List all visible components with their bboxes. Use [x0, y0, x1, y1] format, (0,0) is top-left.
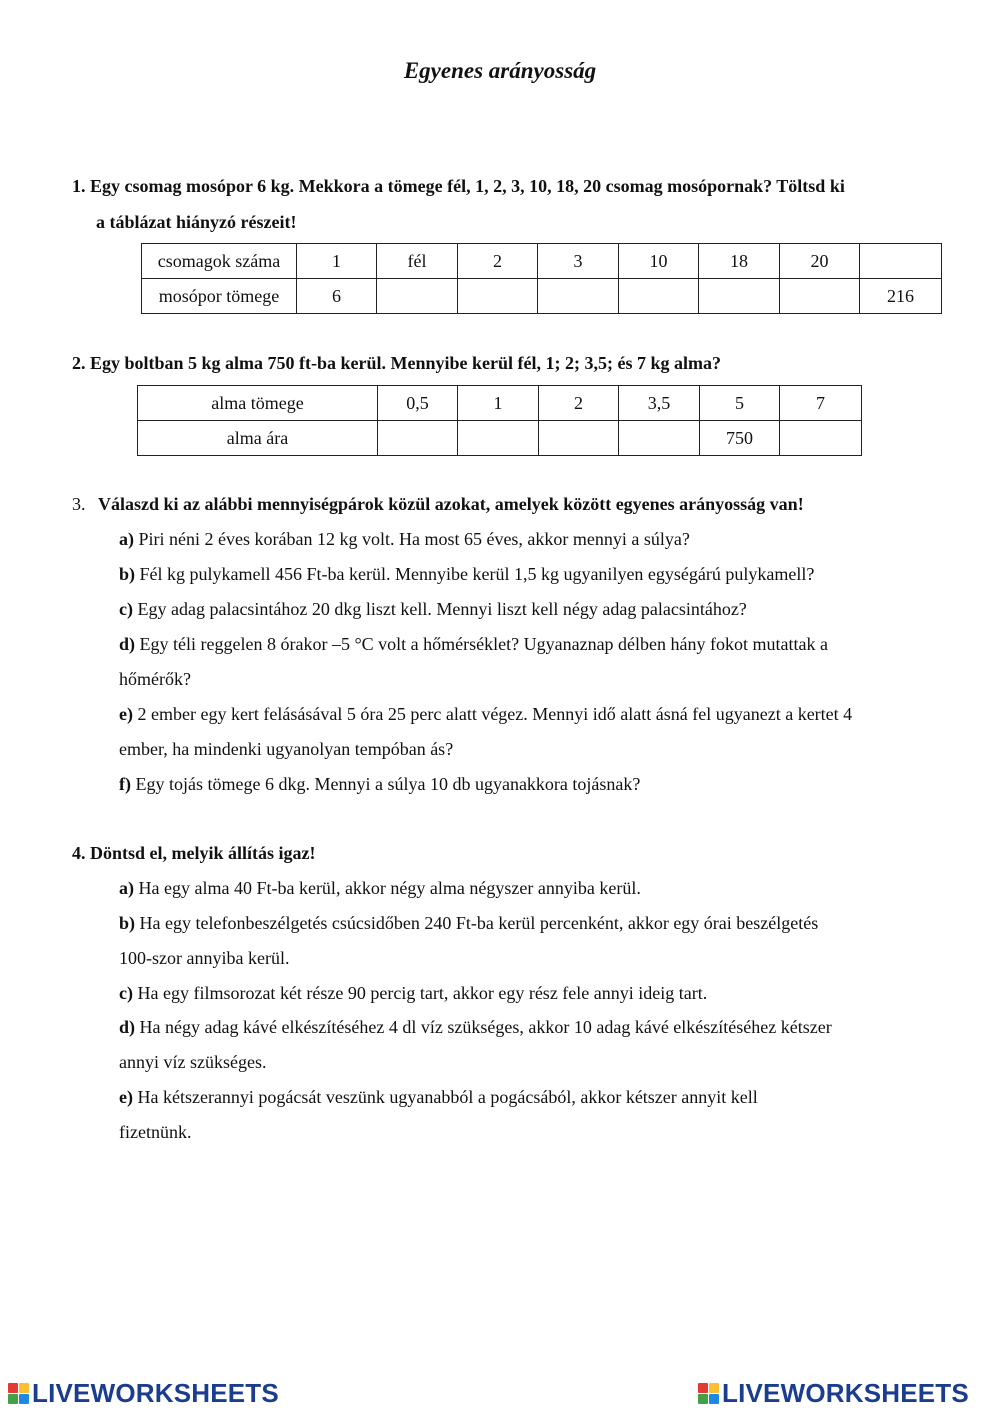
q2-cell: 1 [458, 386, 539, 421]
item-text: Ha egy alma 40 Ft-ba kerül, akkor négy alma négyszer annyiba kerül. [138, 878, 641, 898]
q1-line1: 1. Egy csomag mosópor 6 kg. Mekkora a tömege fél, 1, 2, 3, 10, 18, 20 csomag mosópornak? Töltsd ki [72, 176, 845, 196]
q2-answer-cell[interactable] [539, 421, 619, 456]
item-text: Fél kg pulykamell 456 Ft-ba kerül. Mennyibe kerül 1,5 kg ugyanilyen egységárú pulykamell? [139, 564, 815, 584]
q4-item-d[interactable] [119, 1017, 832, 1038]
item-text: Egy téli reggelen 8 órakor –5 °C volt a hőmérséklet? Ugyanaznap délben hány fokot mutattak a [139, 634, 828, 654]
item-label: e) [119, 704, 133, 724]
q4-item-c[interactable] [119, 983, 707, 1004]
q1-cell: 1 [297, 244, 377, 279]
q1-answer-cell[interactable] [619, 279, 699, 314]
q1-cell: 3 [538, 244, 619, 279]
item-label: c) [119, 983, 133, 1003]
q2-answer-cell[interactable] [780, 421, 862, 456]
mark-square [698, 1394, 708, 1404]
q2-table-row [138, 386, 862, 421]
q2-header-cell: alma tömege [138, 386, 378, 421]
q3-item-b[interactable] [119, 564, 814, 585]
q2-cell: 750 [700, 421, 780, 456]
mark-square [709, 1394, 719, 1404]
q2-cell: 5 [700, 386, 780, 421]
q4-item-e[interactable] [119, 1087, 758, 1108]
mark-square [8, 1394, 18, 1404]
item-text: Ha egy filmsorozat két része 90 percig tart, akkor egy rész fele annyi ideig tart. [137, 983, 708, 1003]
q1-table-row [142, 279, 942, 314]
q1-header-cell: mosópor tömege [142, 279, 297, 314]
brand-text: LIVEWORKSHEETS [32, 1377, 279, 1408]
mark-square [19, 1394, 29, 1404]
q4-item-b[interactable] [119, 913, 818, 934]
mark-square [8, 1383, 18, 1393]
q1-cell: 10 [619, 244, 699, 279]
item-text: Ha négy adag kávé elkészítéséhez 4 dl víz szükséges, akkor 10 adag kávé elkészítéséhez kétszer [139, 1017, 832, 1037]
q1-table-row [142, 244, 942, 279]
q1-answer-cell[interactable] [377, 279, 458, 314]
q2-answer-cell[interactable] [458, 421, 539, 456]
q1-cell: 20 [780, 244, 860, 279]
q2-cell: 7 [780, 386, 862, 421]
mark-square [709, 1383, 719, 1393]
q2-answer-cell[interactable] [378, 421, 458, 456]
item-text: Egy adag palacsintához 20 dkg liszt kell. Mennyi liszt kell négy adag palacsintához? [137, 599, 747, 619]
q4-item-d-cont: annyi víz szükséges. [119, 1052, 267, 1072]
mark-square [19, 1383, 29, 1393]
q2-table [137, 385, 862, 456]
q2-answer-cell[interactable] [619, 421, 700, 456]
q2-cell: 0,5 [378, 386, 458, 421]
item-label: d) [119, 1017, 136, 1037]
q3-item-e[interactable] [119, 704, 852, 725]
liveworksheets-mark-icon [698, 1383, 719, 1404]
item-text: Egy tojás tömege 6 dkg. Mennyi a súlya 10 db ugyanakkora tojásnak? [135, 774, 641, 794]
q2-header-cell: alma ára [138, 421, 378, 456]
q3-item-f[interactable] [119, 774, 640, 795]
mark-square [698, 1383, 708, 1393]
item-text: Ha kétszerannyi pogácsát veszünk ugyanabból a pogácsából, akkor kétszer annyit kell [137, 1087, 758, 1107]
item-label: b) [119, 564, 136, 584]
item-text: Piri néni 2 éves korában 12 kg volt. Ha most 65 éves, akkor mennyi a súlya? [138, 529, 690, 549]
q2-table-row [138, 421, 862, 456]
item-text: 2 ember egy kert felásásával 5 óra 25 perc alatt végez. Mennyi idő alatt ásná fel ugyanezt a kertet 4 [137, 704, 853, 724]
q1-line2: a táblázat hiányzó részeit! [96, 212, 297, 232]
item-label: a) [119, 878, 134, 898]
q4-heading: 4. Döntsd el, melyik állítás igaz! [72, 843, 316, 863]
q1-answer-cell[interactable] [780, 279, 860, 314]
q1-answer-cell[interactable] [538, 279, 619, 314]
q1-answer-cell[interactable] [860, 244, 942, 279]
q3-item-d[interactable] [119, 634, 828, 655]
page-title: Egyenes arányosság [403, 58, 597, 83]
liveworksheets-logo-right[interactable] [698, 1378, 969, 1408]
item-label: d) [119, 634, 136, 654]
q1-cell: 2 [458, 244, 538, 279]
item-label: b) [119, 913, 136, 933]
liveworksheets-mark-icon [8, 1383, 29, 1404]
q3-item-d-cont: hőmérők? [119, 669, 191, 689]
q1-header-cell: csomagok száma [142, 244, 297, 279]
q2-cell: 2 [539, 386, 619, 421]
item-label: f) [119, 774, 131, 794]
item-label: c) [119, 599, 133, 619]
item-label: e) [119, 1087, 133, 1107]
liveworksheets-logo-left[interactable] [8, 1378, 279, 1408]
brand-text: LIVEWORKSHEETS [722, 1377, 969, 1408]
q1-table [141, 243, 942, 314]
q3-heading-text: Válaszd ki az alábbi mennyiségpárok közül azokat, amelyek között egyenes arányosság van! [98, 494, 804, 514]
q3-item-a[interactable] [119, 529, 690, 550]
q3-number: 3. [72, 494, 86, 514]
q1-cell: 18 [699, 244, 780, 279]
q1-answer-cell[interactable] [699, 279, 780, 314]
q4-item-b-cont: 100-szor annyiba kerül. [119, 948, 290, 968]
q3-item-e-cont: ember, ha mindenki ugyanolyan tempóban ás? [119, 739, 454, 759]
q3-item-c[interactable] [119, 599, 747, 620]
q1-cell: 216 [860, 279, 942, 314]
q1-cell: fél [377, 244, 458, 279]
q2-cell: 3,5 [619, 386, 700, 421]
item-label: a) [119, 529, 134, 549]
q2-line1: 2. Egy boltban 5 kg alma 750 ft-ba kerül. Mennyibe kerül fél, 1; 2; 3,5; és 7 kg alma? [72, 353, 722, 373]
q1-answer-cell[interactable] [458, 279, 538, 314]
q3-heading [72, 494, 804, 515]
q4-item-e-cont: fizetnünk. [119, 1122, 192, 1142]
q1-cell: 6 [297, 279, 377, 314]
item-text: Ha egy telefonbeszélgetés csúcsidőben 240 Ft-ba kerül percenként, akkor egy órai beszélgetés [139, 913, 819, 933]
q4-item-a[interactable] [119, 878, 641, 899]
